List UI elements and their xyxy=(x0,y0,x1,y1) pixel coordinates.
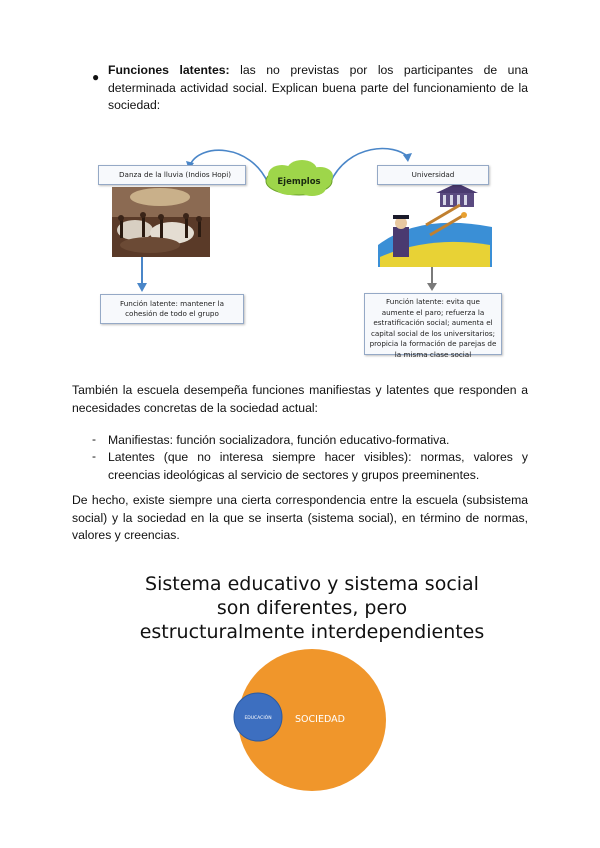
university-title: Universidad xyxy=(411,170,455,179)
latent-functions-paragraph xyxy=(108,62,528,115)
university-result-box xyxy=(364,293,502,359)
down-arrow-left-head xyxy=(137,283,147,292)
examples-diagram xyxy=(90,135,510,360)
university-title-box xyxy=(377,165,489,185)
education-label: EDUCACIÓN xyxy=(244,716,272,721)
latent-functions-term: Funciones latentes: xyxy=(108,63,230,77)
slide-title: Sistema educativo y sistema social son diferentes, pero estructuralmente interdependientes xyxy=(139,573,485,643)
correspondence-paragraph: De hecho, existe siempre una cierta correspondencia entre la escuela (subsistema social) y la sociedad en la que se inserta (sistema social), en término de normas, valores y creencias. xyxy=(72,493,528,542)
rain-dance-result-box xyxy=(100,294,244,324)
list-dash-2: - xyxy=(92,449,96,463)
list-item-latent: Latentes (que no interesa siempre hacer visibles): normas, valores y creencias ideológicas al servicio de sectores y grupos preeminentes. xyxy=(108,450,528,482)
society-label: SOCIEDAD xyxy=(295,714,345,725)
rain-dance-result: Función latente: mantener la cohesión de todo el grupo xyxy=(119,299,224,318)
rain-dance-title: Danza de la lluvia (Indios Hopi) xyxy=(119,170,232,179)
rain-dance-image xyxy=(112,187,210,257)
school-functions-paragraph: También la escuela desempeña funciones manifiestas y latentes que responden a necesidades concretas de la sociedad actual: xyxy=(72,383,528,415)
university-result: Función latente: evita que aumente el paro; refuerza la estratificación social; aumenta el capital social de los universitarios; propicia la formación de parejas de la misma clase social xyxy=(369,297,497,359)
venn-diagram xyxy=(220,648,400,798)
university-image xyxy=(378,183,492,267)
down-arrow-right-head xyxy=(427,283,437,291)
cloud-label: Ejemplos xyxy=(277,177,321,187)
rain-dance-title-box xyxy=(98,165,246,185)
list-dash-1: - xyxy=(92,432,96,446)
list-item-manifest: Manifiestas: función socializadora, función educativo-formativa. xyxy=(108,433,450,447)
latent-functions-text: las no previstas por los participantes de una determinada actividad social. Explican buena parte del funcionamiento de la sociedad: xyxy=(108,63,528,112)
bullet-icon: ● xyxy=(92,70,100,84)
